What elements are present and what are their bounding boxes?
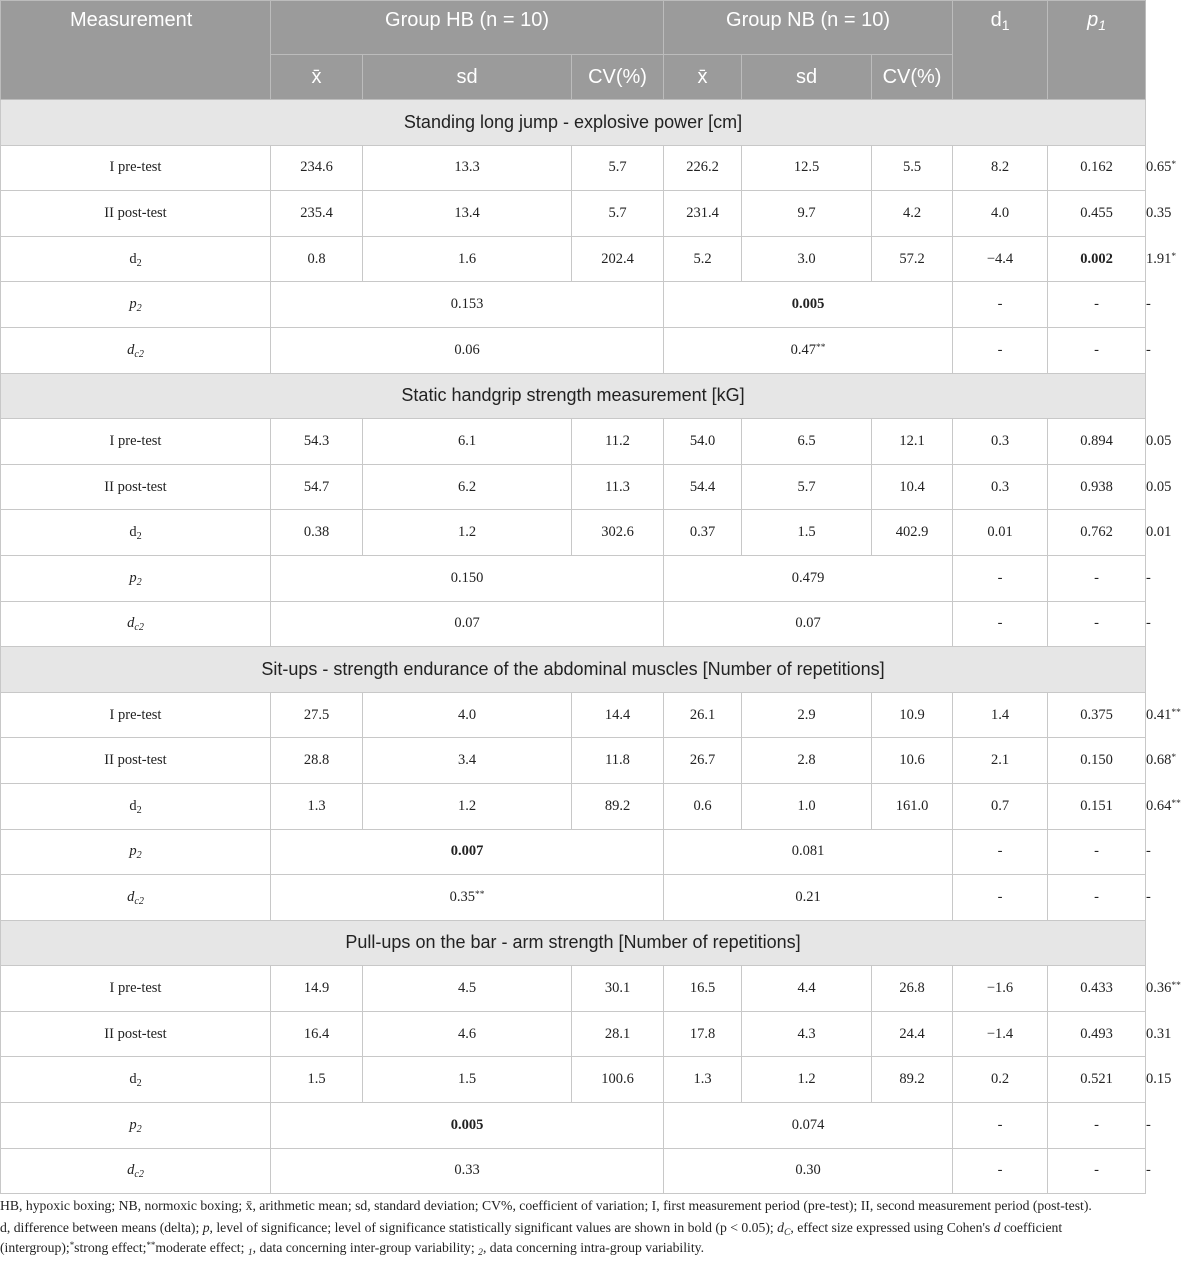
empty-cell: - (953, 829, 1048, 875)
footnote-abbreviations: HB, hypoxic boxing; NB, normoxic boxing; x̄, arithmetic mean; sd, standard deviation; CV%, coefficient of variation; I, first measurement period (pre-test); II, second measurement period (post-test). (0, 1198, 1092, 1213)
p1-cell: 0.762 (1048, 510, 1146, 556)
hb-sd-cell: 13.4 (363, 191, 572, 237)
table-row: $p_2$ 0.005 0.074 - - - (1, 1103, 1146, 1149)
p1-cell: 0.150 (1048, 738, 1146, 784)
header-nb-cv: CV(%) (872, 55, 953, 100)
row-label: II post-test (1, 738, 271, 784)
empty-cell: - (1048, 601, 1146, 647)
table-row: $d_2$ 0.8 1.6 202.4 5.2 3.0 57.2 −4.4 0.002 1.91* (1, 236, 1146, 282)
row-label: $d_{c2}$ (1, 327, 271, 373)
nb-sd-cell: 1.0 (742, 783, 872, 829)
hb-cv-cell: 100.6 (572, 1057, 664, 1103)
nb-p2-cell: 0.479 (664, 555, 953, 601)
nb-mean-cell: 54.4 (664, 464, 742, 510)
p1-cell: 0.162 (1048, 145, 1146, 191)
nb-sd-cell: 9.7 (742, 191, 872, 237)
hb-mean-cell: 14.9 (271, 966, 363, 1012)
row-label: I pre-test (1, 692, 271, 738)
d1-cell: 0.3 (953, 464, 1048, 510)
hb-cv-cell: 5.7 (572, 191, 664, 237)
p1-cell: 0.521 (1048, 1057, 1146, 1103)
hb-dc2-cell: 0.33 (271, 1148, 664, 1194)
table-row: I pre-test 234.6 13.3 5.7 226.2 12.5 5.5 8.2 0.162 0.65* (1, 145, 1146, 191)
table-row: $p_2$ 0.150 0.479 - - - (1, 555, 1146, 601)
hb-mean-cell: 0.8 (271, 236, 363, 282)
row-label: $d_2$ (1, 510, 271, 556)
nb-p2-cell: 0.074 (664, 1103, 953, 1149)
hb-cv-cell: 11.2 (572, 419, 664, 465)
nb-sd-cell: 5.7 (742, 464, 872, 510)
row-label: $d_2$ (1, 1057, 271, 1103)
empty-cell: - (1048, 555, 1146, 601)
hb-sd-cell: 4.0 (363, 692, 572, 738)
empty-cell: - (1048, 1148, 1146, 1194)
hb-sd-cell: 6.2 (363, 464, 572, 510)
nb-mean-cell: 17.8 (664, 1011, 742, 1057)
empty-cell: - (1048, 1103, 1146, 1149)
nb-mean-cell: 0.6 (664, 783, 742, 829)
hb-mean-cell: 27.5 (271, 692, 363, 738)
hb-sd-cell: 1.2 (363, 783, 572, 829)
p1-cell: 0.455 (1048, 191, 1146, 237)
empty-cell: - (953, 282, 1048, 328)
empty-cell: - (953, 601, 1048, 647)
nb-dc2-cell: 0.47** (664, 327, 953, 373)
nb-sd-cell: 3.0 (742, 236, 872, 282)
hb-mean-cell: 28.8 (271, 738, 363, 784)
hb-mean-cell: 16.4 (271, 1011, 363, 1057)
p1-cell: 0.151 (1048, 783, 1146, 829)
table-row: $d_{c2}$ 0.33 0.30 - - - (1, 1148, 1146, 1194)
table-row: $p_2$ 0.007 0.081 - - - (1, 829, 1146, 875)
nb-mean-cell: 1.3 (664, 1057, 742, 1103)
hb-mean-cell: 1.5 (271, 1057, 363, 1103)
nb-cv-cell: 5.5 (872, 145, 953, 191)
table-row: I pre-test 14.9 4.5 30.1 16.5 4.4 26.8 −1.6 0.433 0.36** (1, 966, 1146, 1012)
hb-cv-cell: 14.4 (572, 692, 664, 738)
section-title: Standing long jump - explosive power [cm] (1, 100, 1146, 146)
nb-p2-cell: 0.081 (664, 829, 953, 875)
section-title: Sit-ups - strength endurance of the abdominal muscles [Number of repetitions] (1, 647, 1146, 693)
hb-sd-cell: 6.1 (363, 419, 572, 465)
hb-cv-cell: 30.1 (572, 966, 664, 1012)
hb-cv-cell: 202.4 (572, 236, 664, 282)
d1-cell: 4.0 (953, 191, 1048, 237)
empty-cell: - (953, 555, 1048, 601)
nb-mean-cell: 16.5 (664, 966, 742, 1012)
nb-cv-cell: 10.4 (872, 464, 953, 510)
nb-cv-cell: 89.2 (872, 1057, 953, 1103)
row-label: II post-test (1, 464, 271, 510)
nb-dc2-cell: 0.21 (664, 875, 953, 921)
table-row: $d_2$ 0.38 1.2 302.6 0.37 1.5 402.9 0.01 0.762 0.01 (1, 510, 1146, 556)
d1-cell: 0.3 (953, 419, 1048, 465)
table-row: I pre-test 27.5 4.0 14.4 26.1 2.9 10.9 1.4 0.375 0.41** (1, 692, 1146, 738)
nb-sd-cell: 4.4 (742, 966, 872, 1012)
row-label: I pre-test (1, 966, 271, 1012)
section-header-row (1, 373, 1146, 419)
table-row: II post-test 235.4 13.4 5.7 231.4 9.7 4.2 4.0 0.455 0.35 (1, 191, 1146, 237)
table-row: II post-test 16.4 4.6 28.1 17.8 4.3 24.4 −1.4 0.493 0.31 (1, 1011, 1146, 1057)
header-p1: $p_1$ (1048, 1, 1146, 100)
table-row: II post-test 28.8 3.4 11.8 26.7 2.8 10.6 2.1 0.150 0.68* (1, 738, 1146, 784)
hb-p2-cell: 0.007 (271, 829, 664, 875)
d1-cell: 1.4 (953, 692, 1048, 738)
header-hb-mean: x̄ (271, 55, 363, 100)
table-footnotes (0, 1196, 1141, 1259)
table-row: $d_{c2}$ 0.07 0.07 - - - (1, 601, 1146, 647)
hb-mean-cell: 54.3 (271, 419, 363, 465)
empty-cell: - (953, 1103, 1048, 1149)
nb-cv-cell: 161.0 (872, 783, 953, 829)
d1-cell: −1.4 (953, 1011, 1048, 1057)
row-label: I pre-test (1, 419, 271, 465)
d1-cell: 2.1 (953, 738, 1048, 784)
table-row: II post-test 54.7 6.2 11.3 54.4 5.7 10.4 0.3 0.938 0.05 (1, 464, 1146, 510)
hb-sd-cell: 4.6 (363, 1011, 572, 1057)
section-header-row (1, 647, 1146, 693)
hb-p2-cell: 0.153 (271, 282, 664, 328)
row-label: $d_2$ (1, 236, 271, 282)
row-label: $d_{c2}$ (1, 601, 271, 647)
hb-cv-cell: 28.1 (572, 1011, 664, 1057)
row-label: II post-test (1, 191, 271, 237)
header-nb-sd: sd (742, 55, 872, 100)
row-label: $p_2$ (1, 282, 271, 328)
hb-mean-cell: 0.38 (271, 510, 363, 556)
nb-mean-cell: 26.7 (664, 738, 742, 784)
nb-cv-cell: 10.6 (872, 738, 953, 784)
nb-sd-cell: 1.5 (742, 510, 872, 556)
d1-cell: 0.2 (953, 1057, 1048, 1103)
nb-dc2-cell: 0.30 (664, 1148, 953, 1194)
d1-cell: −1.6 (953, 966, 1048, 1012)
row-label: $d_{c2}$ (1, 1148, 271, 1194)
row-label: $d_{c2}$ (1, 875, 271, 921)
hb-sd-cell: 4.5 (363, 966, 572, 1012)
hb-p2-cell: 0.005 (271, 1103, 664, 1149)
header-d1: $d_1$ (953, 1, 1048, 100)
nb-cv-cell: 402.9 (872, 510, 953, 556)
row-label: $p_2$ (1, 1103, 271, 1149)
section-header-row (1, 100, 1146, 146)
table-body (1, 100, 1181, 1194)
hb-sd-cell: 3.4 (363, 738, 572, 784)
header-measurement: Measurement (1, 1, 271, 100)
nb-cv-cell: 24.4 (872, 1011, 953, 1057)
section-title: Pull-ups on the bar - arm strength [Number of repetitions] (1, 920, 1146, 966)
hb-mean-cell: 234.6 (271, 145, 363, 191)
header-nb-mean: x̄ (664, 55, 742, 100)
header-hb-sd: sd (363, 55, 572, 100)
nb-mean-cell: 0.37 (664, 510, 742, 556)
hb-cv-cell: 11.8 (572, 738, 664, 784)
row-label: $p_2$ (1, 555, 271, 601)
row-label: $d_2$ (1, 783, 271, 829)
p1-cell: 0.938 (1048, 464, 1146, 510)
nb-cv-cell: 12.1 (872, 419, 953, 465)
hb-mean-cell: 54.7 (271, 464, 363, 510)
table-row: $p_2$ 0.153 0.005 - - - (1, 282, 1146, 328)
table-row: $d_{c2}$ 0.06 0.47** - - - (1, 327, 1146, 373)
nb-cv-cell: 4.2 (872, 191, 953, 237)
p1-cell: 0.433 (1048, 966, 1146, 1012)
empty-cell: - (953, 875, 1048, 921)
header-group-nb: Group NB (n = 10) (664, 1, 953, 55)
hb-sd-cell: 13.3 (363, 145, 572, 191)
nb-sd-cell: 12.5 (742, 145, 872, 191)
nb-sd-cell: 4.3 (742, 1011, 872, 1057)
nb-dc2-cell: 0.07 (664, 601, 953, 647)
nb-sd-cell: 6.5 (742, 419, 872, 465)
d1-cell: 0.01 (953, 510, 1048, 556)
nb-cv-cell: 10.9 (872, 692, 953, 738)
hb-mean-cell: 1.3 (271, 783, 363, 829)
p1-cell: 0.375 (1048, 692, 1146, 738)
d1-cell: 0.7 (953, 783, 1048, 829)
hb-sd-cell: 1.5 (363, 1057, 572, 1103)
hb-cv-cell: 11.3 (572, 464, 664, 510)
hb-cv-cell: 302.6 (572, 510, 664, 556)
nb-p2-cell: 0.005 (664, 282, 953, 328)
p1-cell: 0.894 (1048, 419, 1146, 465)
nb-mean-cell: 5.2 (664, 236, 742, 282)
nb-cv-cell: 26.8 (872, 966, 953, 1012)
hb-sd-cell: 1.2 (363, 510, 572, 556)
hb-dc2-cell: 0.06 (271, 327, 664, 373)
nb-sd-cell: 1.2 (742, 1057, 872, 1103)
hb-p2-cell: 0.150 (271, 555, 664, 601)
nb-mean-cell: 26.1 (664, 692, 742, 738)
header-hb-cv: CV(%) (572, 55, 664, 100)
hb-dc2-cell: 0.35** (271, 875, 664, 921)
empty-cell: - (1048, 282, 1146, 328)
d1-cell: −4.4 (953, 236, 1048, 282)
p1-cell: 0.493 (1048, 1011, 1146, 1057)
row-label: I pre-test (1, 145, 271, 191)
empty-cell: - (1048, 327, 1146, 373)
nb-mean-cell: 226.2 (664, 145, 742, 191)
nb-mean-cell: 231.4 (664, 191, 742, 237)
empty-cell: - (953, 327, 1048, 373)
nb-sd-cell: 2.9 (742, 692, 872, 738)
section-title: Static handgrip strength measurement [kG] (1, 373, 1146, 419)
p1-cell: 0.002 (1048, 236, 1146, 282)
nb-mean-cell: 54.0 (664, 419, 742, 465)
nb-sd-cell: 2.8 (742, 738, 872, 784)
row-label: II post-test (1, 1011, 271, 1057)
footnote-definitions: d, difference between means (delta); p, level of significance; level of significance statistically significant values are shown in bold (p < 0.05); $d_C$, effect size expressed using Cohen's d coefficient (intergroup);*strong effect;**moderate effect; $_1$, data concerning inter-group variability; $_2$, data concerning intra-group variability. (0, 1219, 1063, 1258)
hb-dc2-cell: 0.07 (271, 601, 664, 647)
hb-mean-cell: 235.4 (271, 191, 363, 237)
nb-cv-cell: 57.2 (872, 236, 953, 282)
header-group-hb: Group HB (n = 10) (271, 1, 664, 55)
empty-cell: - (953, 1148, 1048, 1194)
row-label: $p_2$ (1, 829, 271, 875)
table-row: I pre-test 54.3 6.1 11.2 54.0 6.5 12.1 0.3 0.894 0.05 (1, 419, 1146, 465)
hb-cv-cell: 89.2 (572, 783, 664, 829)
empty-cell: - (1048, 829, 1146, 875)
empty-cell: - (1048, 875, 1146, 921)
hb-sd-cell: 1.6 (363, 236, 572, 282)
d1-cell: 8.2 (953, 145, 1048, 191)
table-row: $d_{c2}$ 0.35** 0.21 - - - (1, 875, 1146, 921)
results-table: Measurement Group HB (n = 10) Group NB (n = 10) $d_1$ $p_1$ $d_{c1}$ x̄ sd CV(%) x̄ sd CV(%) Standing long jump - explosive power [cm] I pre-test 234.6 13.3 5.7 226.2 12.5 5.5 8.2 0.162 0.65* II post-test 235.4 13.4 5.7 231.4 9.7 4.2 4.0 0.455 0.35 $d_2$ 0.8 1.6 202.4 5.2 3.0 57.2 −4.4 0.002 1.91* $p_2$ 0.153 0.005 - - - $d_{c2}$ 0.06 0.47** - - - Static handgrip strength measurement [kG] I pre-test 54.3 6.1 11.2 54.0 6.5 12.1 0.3 0.894 0.05 II post-test 54.7 6.2 11.3 54.4 5.7 10.4 0.3 0.938 0.05 $d_2$ 0.38 1.2 302.6 0.37 1.5 402.9 0.01 0.762 0.01 $p_2$ 0.150 0.479 - - - $d_{c2}$ 0.07 0.07 - - - Sit-ups - strength endurance of the abdominal muscles [Number of repetitions] I pre-test 27.5 4.0 14.4 26.1 2.9 10.9 1.4 0.375 0.41** II post-test 28.8 3.4 11.8 26.7 2.8 10.6 2.1 0.150 0.68* $d_2$ 1.3 1.2 89.2 0.6 1.0 161.0 0.7 0.151 0.64** $p_2$ 0.007 0.081 - - - $d_{c2}$ 0.35** 0.21 - - - Pull-ups on the bar - arm strength [Number of repetitions] I pre-test 14.9 4.5 30.1 16.5 4.4 26.8 −1.6 0.433 0.36** II post-test 16.4 4.6 28.1 17.8 4.3 24.4 −1.4 0.493 0.31 $d_2$ 1.5 1.5 100.6 1.3 1.2 89.2 0.2 0.521 0.15 $p_2$ 0.005 0.074 - - - $d_{c2}$ 0.33 0.30 - - - (0, 0, 1146, 1194)
table-row: $d_2$ 1.5 1.5 100.6 1.3 1.2 89.2 0.2 0.521 0.15 (1, 1057, 1146, 1103)
hb-cv-cell: 5.7 (572, 145, 664, 191)
table-row: $d_2$ 1.3 1.2 89.2 0.6 1.0 161.0 0.7 0.151 0.64** (1, 783, 1146, 829)
section-header-row (1, 920, 1146, 966)
